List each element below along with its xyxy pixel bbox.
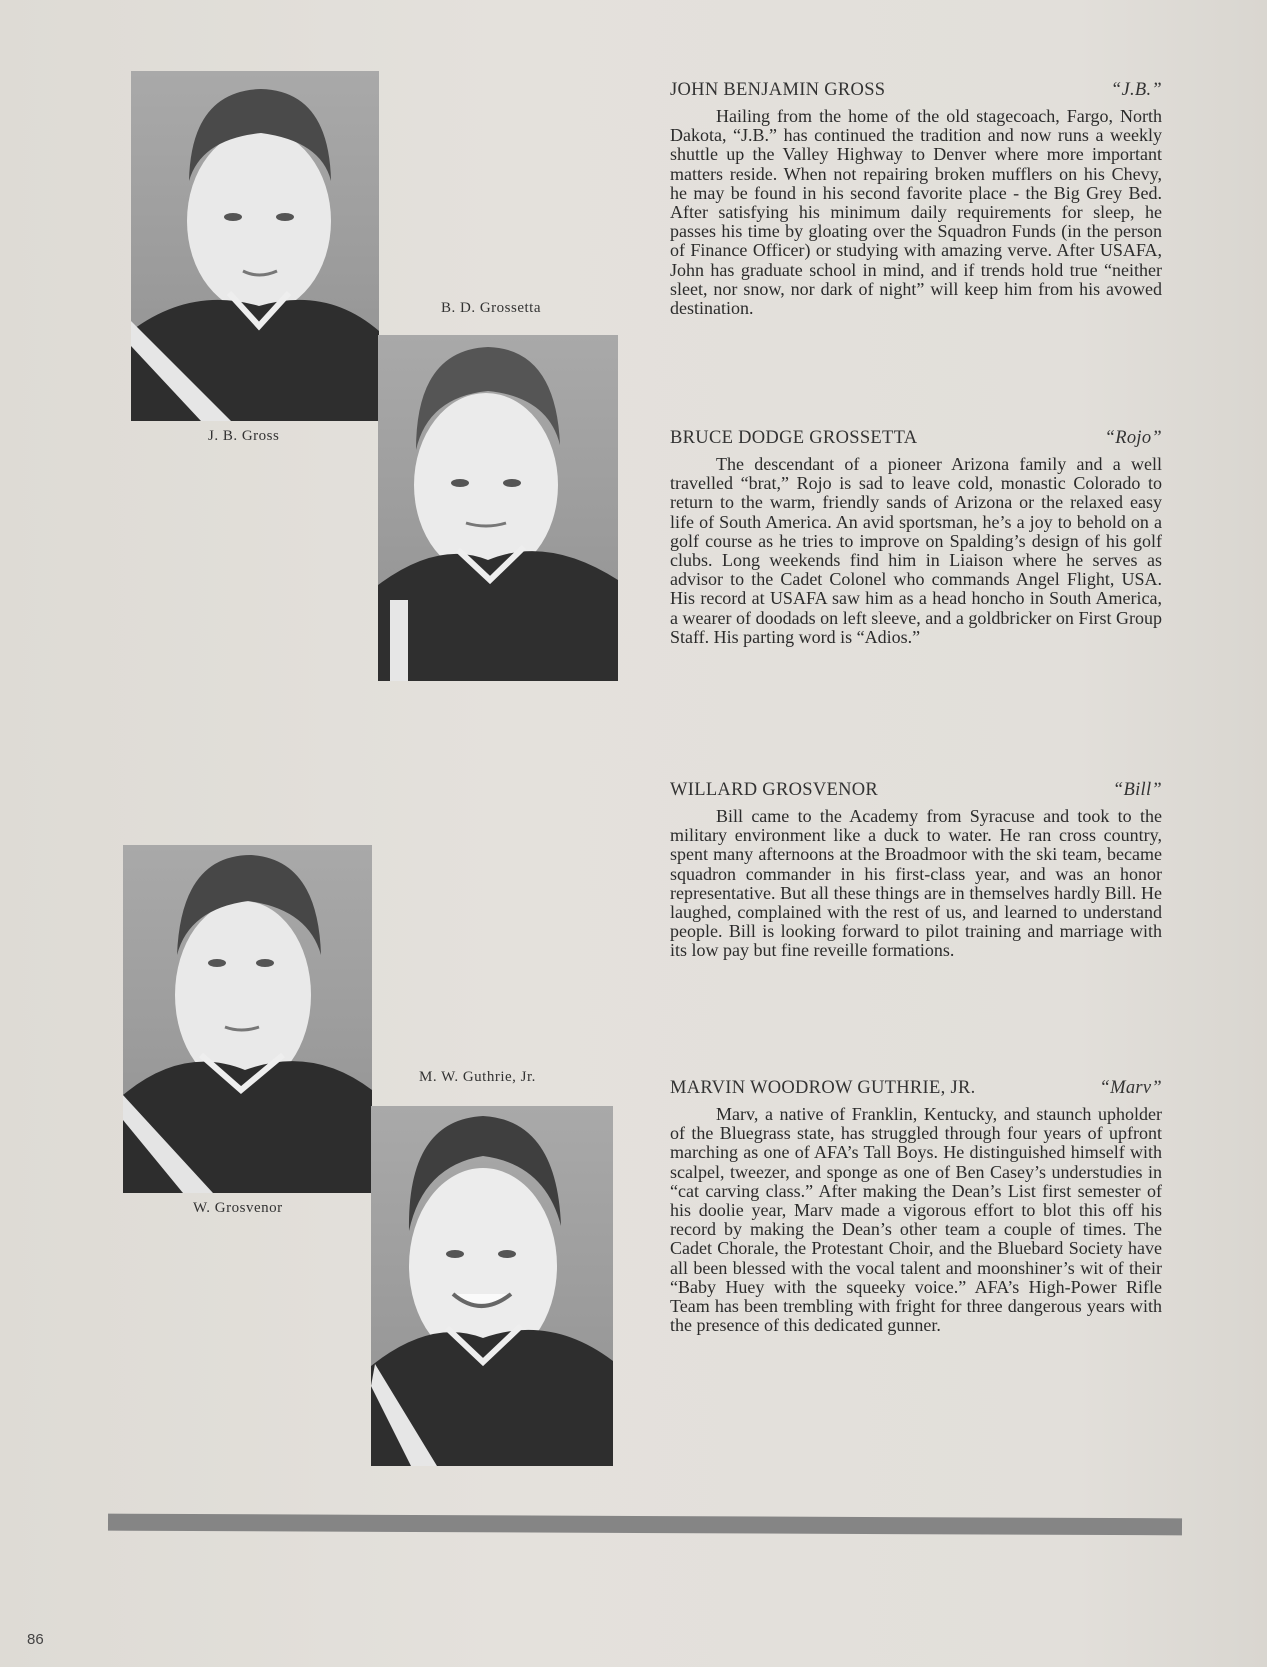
- bio-text: Marv, a native of Franklin, Kentucky, and staunch upholder of the Bluegrass state, has struggled through four years of upfront marching as one of AFA’s Tall Boys. He distinguished himself with scalpel, tweezer, and sponge as one of Ben Casey’s understudies in “cat carving class.” After making the Dean’s List first semester of his doolie year, Marv made a vigorous effort to blot this off his record by making the Dean’s other team a couple of times. The Cadet Chorale, the Protestant Choir, and the Bluebard Society have all been blessed with the vocal talent and moonshiner’s wit of their “Baby Huey with the squeeky voice.” AFA’s High-Power Rifle Team has been trembling with fright for three dangerous years with the presence of this dedicated gunner.: [670, 1104, 1162, 1336]
- bio-entry: [670, 780, 1162, 961]
- cadet-nickname: “Marv”: [1099, 1078, 1162, 1098]
- bio-text: Hailing from the home of the old stagecoach, Fargo, North Dakota, “J.B.” has continued the tradition and now runs a weekly shuttle up the Valley Highway to Denver where more important matters reside. When not repairing broken mufflers on his Chevy, he may be found in his second favorite place - the Big Grey Bed. After satisfying his minimum daily requirements for sleep, he passes his time by gloating over the Squadron Funds (in the person of Finance Officer) or studying with amazing verve. After USAFA, John has graduate school in mind, and if trends hold true “neither sleet, nor snow, nor dark of night” will keep him from his avowed destination.: [670, 106, 1162, 319]
- cadet-nickname: “Bill”: [1112, 780, 1162, 800]
- portrait-photo-grossetta: [378, 335, 618, 681]
- bio-heading: [670, 1078, 1162, 1099]
- bio-heading: [670, 780, 1162, 801]
- cadet-nickname: “J.B.”: [1110, 80, 1162, 100]
- bio-entry: [670, 428, 1162, 647]
- portrait-photo-grosvenor: [123, 845, 372, 1193]
- bio-entry: [670, 1078, 1162, 1335]
- page-number: 86: [27, 1631, 44, 1648]
- caption-guthrie: M. W. Guthrie, Jr.: [419, 1069, 536, 1085]
- bio-heading: [670, 80, 1162, 101]
- caption-grosvenor: W. Grosvenor: [193, 1200, 283, 1216]
- portrait-photo-guthrie: [371, 1106, 613, 1466]
- bio-text: Bill came to the Academy from Syracuse and took to the military environment like a duck to water. He ran cross country, spent many afternoons at the Broadmoor with the ski team, became squadron commander in his first-class year, and was an honor representative. But all these things are in themselves hardly Bill. He laughed, complained with the rest of us, and learned to understand people. Bill is looking forward to pilot training and marriage with its low pay but fine reveille formations.: [670, 806, 1162, 961]
- cadet-name: WILLARD GROSVENOR: [670, 780, 879, 800]
- caption-grossetta: B. D. Grossetta: [441, 300, 541, 316]
- cadet-name: JOHN BENJAMIN GROSS: [670, 80, 886, 100]
- caption-gross: J. B. Gross: [208, 428, 280, 444]
- cadet-nickname: “Rojo”: [1104, 428, 1162, 448]
- cadet-name: BRUCE DODGE GROSSETTA: [670, 428, 918, 448]
- bio-heading: [670, 428, 1162, 449]
- cadet-name: MARVIN WOODROW GUTHRIE, JR.: [670, 1078, 976, 1098]
- portrait-photo-gross: [131, 71, 379, 421]
- bio-text: The descendant of a pioneer Arizona family and a well travelled “brat,” Rojo is sad to leave cold, monastic Colorado to return to the warm, friendly sands of Arizona or the relaxed easy life of South America. An avid sportsman, he’s a joy to behold on a golf course as he tries to improve on Spalding’s design of his golf clubs. Long weekends find him in Liaison where he serves as advisor to the Cadet Colonel who commands Angel Flight, USA. His record at USAFA saw him as a head honcho in South America, a wearer of doodads on left sleeve, and a goldbricker on First Group Staff. His parting word is “Adios.”: [670, 454, 1162, 647]
- bio-entry: [670, 80, 1162, 318]
- footer-rule: [108, 1514, 1182, 1536]
